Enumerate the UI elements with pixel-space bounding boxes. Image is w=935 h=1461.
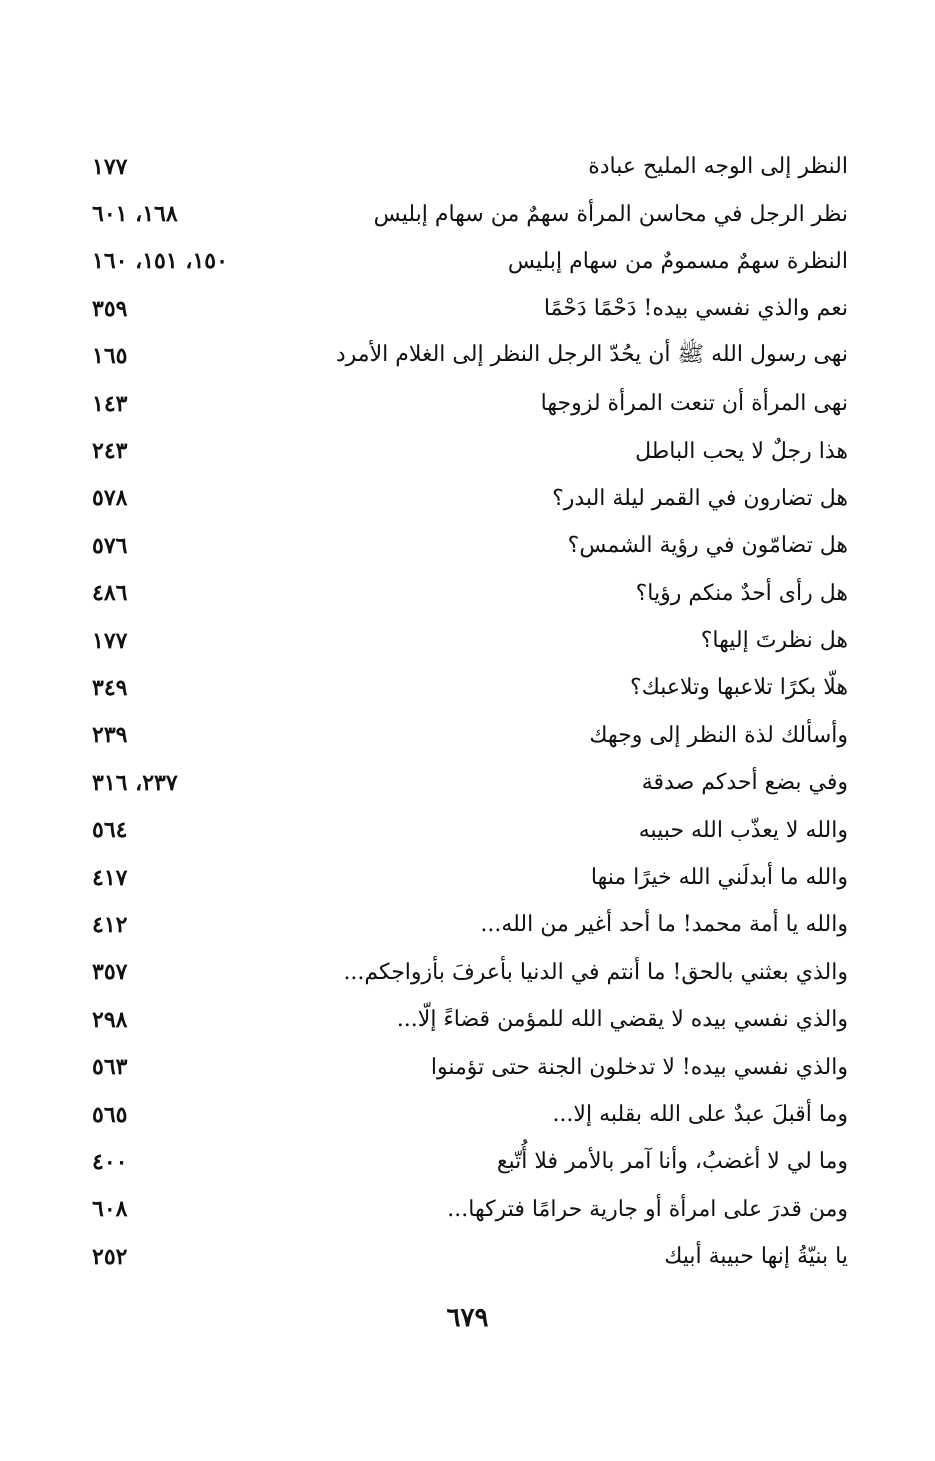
entry-page-refs: ٥٧٦	[92, 532, 128, 559]
entry-text: والذي بعثني بالحق! ما أنتم في الدنيا بأعرفَ بأزواجكم...	[343, 959, 848, 985]
index-entry	[92, 238, 848, 285]
hadith-index-list	[92, 143, 848, 1280]
entry-page-refs: ١٦٨، ٦٠١	[92, 201, 178, 228]
entry-page-refs: ٥٦٤	[92, 817, 128, 844]
entry-page-refs: ٢٥٢	[92, 1243, 128, 1270]
index-entry	[92, 949, 848, 996]
page-number: ٦٧٩	[446, 1303, 489, 1333]
entry-text: وأسألك لذة النظر إلى وجهك	[589, 722, 848, 748]
index-entry	[92, 190, 848, 237]
entry-text: والله ما أبدلَني الله خيرًا منها	[590, 865, 848, 891]
entry-page-refs: ١٦٥	[92, 343, 128, 370]
entry-text: هل تضامّون في رؤية الشمس؟	[567, 533, 848, 559]
entry-text: وما لي لا أغضبُ، وأنا آمر بالأمر فلا أُتّبع	[496, 1149, 848, 1175]
entry-page-refs: ٤٨٦	[92, 580, 128, 607]
entry-text: نعم والذي نفسي بيده! دَحْمًا دَحْمًا	[543, 296, 848, 322]
index-entry	[92, 522, 848, 569]
entry-text: والله يا أمة محمد! ما أحد أغير من الله...	[480, 912, 848, 938]
index-entry	[92, 475, 848, 522]
entry-text: النظرة سهمٌ مسمومٌ من سهام إبليس	[507, 248, 848, 274]
entry-page-refs: ٥٦٥	[92, 1101, 128, 1128]
entry-page-refs: ٣٤٩	[92, 674, 128, 701]
index-entry	[92, 854, 848, 901]
index-entry	[92, 712, 848, 759]
entry-page-refs: ٢٩٨	[92, 1006, 128, 1033]
entry-text: وفي بضع أحدكم صدقة	[641, 770, 848, 796]
index-entry	[92, 285, 848, 332]
entry-text: هل نظرتَ إليها؟	[700, 628, 848, 654]
index-entry	[92, 1091, 848, 1138]
entry-text: ومن قدرَ على امرأة أو جارية حرامًا فتركها...	[447, 1196, 848, 1222]
index-entry	[92, 759, 848, 806]
entry-text: نهى المرأة أن تنعت المرأة لزوجها	[540, 391, 848, 417]
entry-page-refs: ٣٥٧	[92, 959, 128, 986]
entry-text: نظر الرجل في محاسن المرأة سهمٌ من سهام إبليس	[373, 201, 848, 227]
entry-page-refs: ٣٥٩	[92, 295, 128, 322]
index-entry	[92, 1043, 848, 1090]
entry-text: هذا رجلٌ لا يحب الباطل	[635, 438, 848, 464]
entry-page-refs: ٢٤٣	[92, 438, 128, 465]
index-entry	[92, 996, 848, 1043]
entry-page-refs: ١٧٧	[92, 627, 128, 654]
entry-text: نهى رسول الله ﷺ أن يحُدّ الرجل النظر إلى الغلام الأمرد	[335, 342, 848, 368]
entry-text: هل رأى أحدٌ منكم رؤيا؟	[635, 580, 848, 606]
index-entry	[92, 143, 848, 190]
entry-page-refs: ٥٦٣	[92, 1054, 128, 1081]
entry-page-refs: ١٧٧	[92, 153, 128, 180]
entry-text: هل تضارون في القمر ليلة البدر؟	[552, 485, 848, 511]
entry-page-refs: ٤٠٠	[92, 1148, 128, 1175]
entry-text: يا بنيّةُ إنها حبيبة أبيك	[664, 1244, 848, 1270]
entry-page-refs: ١٤٣	[92, 390, 128, 417]
entry-page-refs: ٦٠٨	[92, 1196, 128, 1223]
entry-page-refs: ٥٧٨	[92, 485, 128, 512]
index-entry	[92, 664, 848, 711]
entry-text: هلّا بكرًا تلاعبها وتلاعبك؟	[630, 675, 848, 701]
entry-text: والله لا يعذّب الله حبيبه	[638, 817, 848, 843]
entry-text: وما أقبلَ عبدٌ على الله بقلبه إلا...	[552, 1102, 848, 1127]
entry-page-refs: ١٥٠، ١٥١، ١٦٠	[92, 248, 228, 275]
index-entry	[92, 333, 848, 380]
index-entry	[92, 806, 848, 853]
index-entry	[92, 1186, 848, 1233]
entry-page-refs: ٤١٢	[92, 911, 128, 938]
entry-page-refs: ٢٣٧، ٣١٦	[92, 769, 178, 796]
entry-text: والذي نفسي بيده لا يقضي الله للمؤمن قضاءً إلّا...	[396, 1007, 848, 1033]
index-entry	[92, 380, 848, 427]
index-entry	[92, 1138, 848, 1185]
index-entry	[92, 617, 848, 664]
index-entry	[92, 901, 848, 948]
index-entry	[92, 427, 848, 474]
index-entry	[92, 570, 848, 617]
entry-text: النظر إلى الوجه المليح عبادة	[588, 154, 848, 180]
entry-page-refs: ٢٣٩	[92, 722, 128, 749]
index-entry	[92, 1233, 848, 1280]
entry-page-refs: ٤١٧	[92, 864, 128, 891]
entry-text: والذي نفسي بيده! لا تدخلون الجنة حتى تؤمنوا	[430, 1054, 848, 1080]
